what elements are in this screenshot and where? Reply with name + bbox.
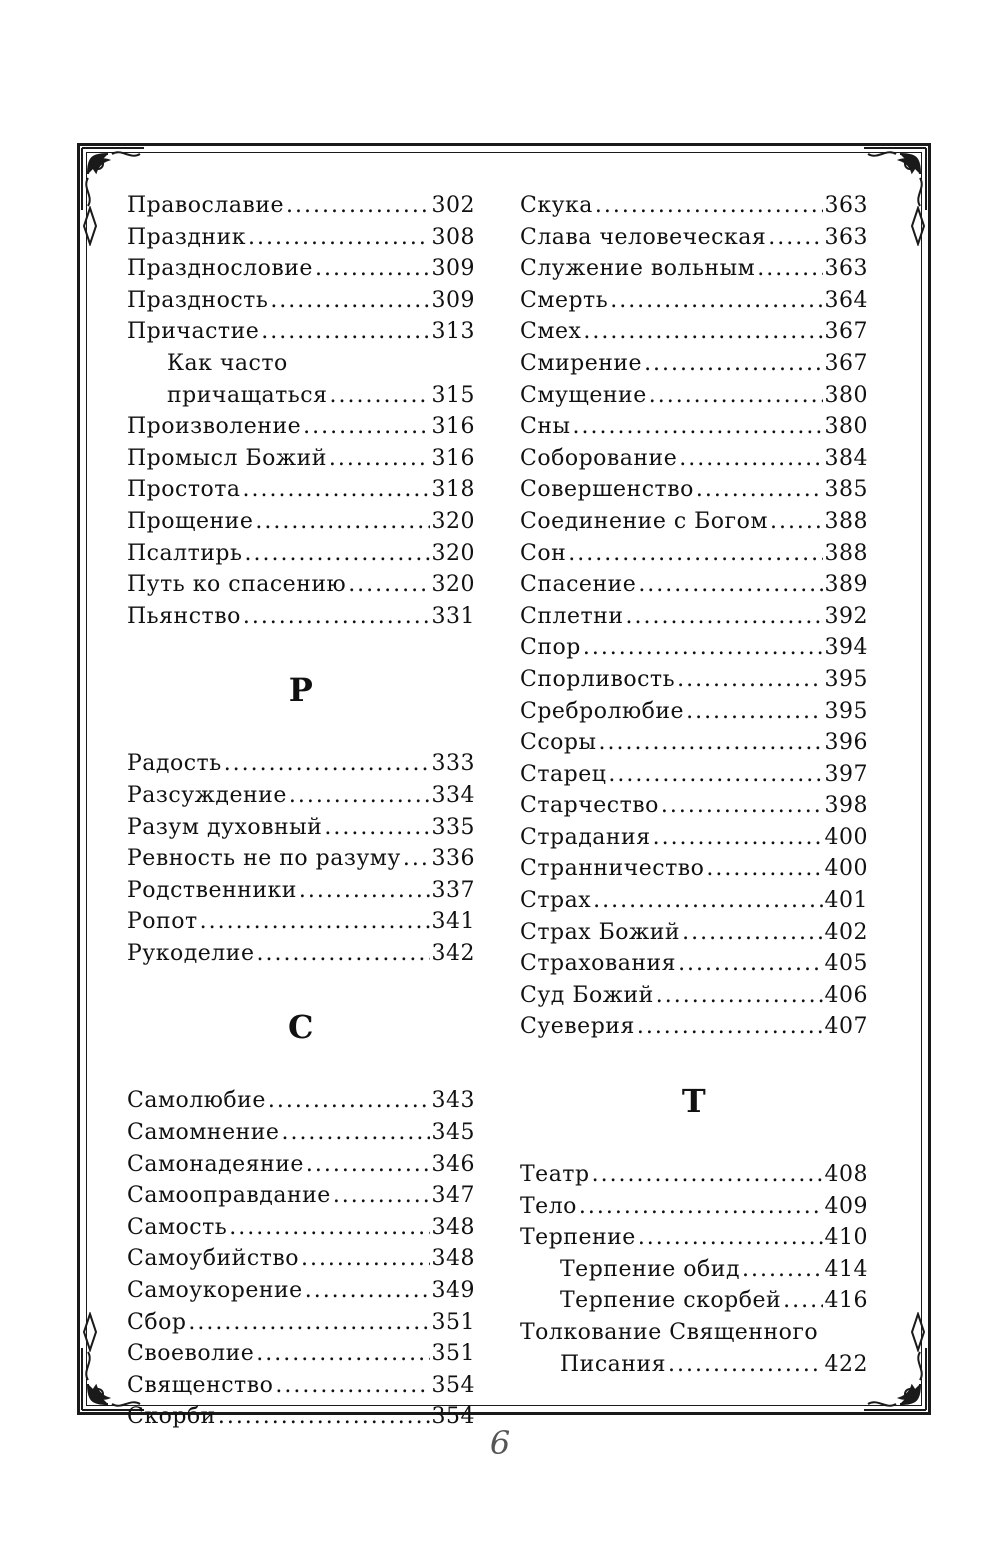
dot-leader [275, 1370, 429, 1402]
entry-page: 407 [824, 1014, 868, 1040]
dot-leader [656, 980, 823, 1012]
section-letter: Т [681, 1082, 707, 1121]
entry-page: 395 [824, 698, 868, 724]
dot-leader [583, 632, 823, 664]
dot-leader [268, 1085, 430, 1117]
entry-title: Самоубийство [127, 1246, 299, 1272]
side-ornament-icon [910, 1312, 926, 1352]
entry-page: 363 [824, 256, 868, 282]
section-letter: С [288, 1008, 314, 1047]
index-entry [127, 1275, 475, 1307]
dot-leader [599, 727, 823, 759]
dot-leader [579, 1191, 823, 1223]
entry-title: Ссоры [520, 730, 597, 756]
dot-leader [706, 853, 822, 885]
index-entry [520, 759, 868, 791]
index-entry [127, 1085, 475, 1117]
section-letter: Р [288, 671, 314, 710]
entry-page: 363 [824, 193, 868, 218]
index-entry [127, 285, 475, 317]
entry-title: Самоукорение [127, 1278, 303, 1304]
entry-page: 348 [431, 1246, 475, 1272]
entry-page: 380 [824, 414, 868, 440]
entry-page: 395 [824, 666, 868, 692]
index-entry [127, 443, 475, 475]
entry-page: 410 [824, 1225, 868, 1251]
index-entry [127, 411, 475, 443]
entry-page: 409 [824, 1193, 868, 1219]
entry-page: 408 [824, 1162, 868, 1188]
index-entry [520, 948, 868, 980]
index-entry [127, 569, 475, 601]
index-entry [520, 1159, 868, 1191]
index-entry [127, 1212, 475, 1244]
index-entry [520, 632, 868, 664]
entry-page: 401 [824, 888, 868, 914]
entry-page: 341 [431, 909, 475, 935]
entry-page: 302 [431, 193, 475, 218]
entry-title: Самомнение [127, 1120, 280, 1146]
entry-title: Суеверия [520, 1014, 635, 1040]
entry-page: 343 [431, 1088, 475, 1114]
index-entry [127, 875, 475, 907]
dot-leader [682, 917, 822, 949]
dot-leader [224, 748, 430, 780]
dot-leader [243, 601, 430, 633]
dot-leader [679, 443, 822, 475]
index-entry [127, 190, 475, 222]
dot-leader [770, 506, 823, 538]
entry-page: 349 [431, 1278, 475, 1304]
entry-page: 384 [824, 445, 868, 471]
entry-page: 364 [824, 287, 868, 313]
index-entry [520, 1011, 868, 1043]
index-entry [127, 601, 475, 633]
entry-page: 320 [431, 540, 475, 566]
index-entry [520, 664, 868, 696]
dot-leader [668, 1349, 823, 1381]
index-entry [127, 538, 475, 570]
entry-title: Причастие [127, 319, 260, 345]
dot-leader [678, 948, 822, 980]
dot-leader [256, 1338, 429, 1370]
index-entry [520, 727, 868, 759]
entry-title: Простота [127, 477, 241, 503]
dot-leader [243, 474, 430, 506]
entry-page: 309 [431, 287, 475, 313]
dot-leader [299, 875, 430, 907]
index-entry [520, 474, 868, 506]
index-entry [520, 917, 868, 949]
entry-title: Разум духовный [127, 814, 323, 840]
dot-leader [270, 285, 429, 317]
dot-leader [301, 1243, 430, 1275]
entry-page: 318 [431, 477, 475, 503]
index-entry [127, 474, 475, 506]
entry-title: Страх Божий [520, 919, 681, 945]
index-entry [520, 790, 868, 822]
dot-leader [583, 316, 822, 348]
entry-title: Спор [520, 635, 581, 661]
index-entry [127, 938, 475, 970]
dot-leader [742, 1254, 823, 1286]
entry-page: 363 [824, 224, 868, 250]
entry-page: 367 [824, 350, 868, 376]
entry-page: 333 [431, 751, 475, 777]
dot-leader [261, 316, 429, 348]
dot-leader [595, 190, 823, 222]
index-entry [520, 569, 868, 601]
entry-title: Смирение [520, 350, 643, 376]
entry-page: 367 [824, 319, 868, 345]
entry-page: 345 [431, 1120, 475, 1146]
dot-leader [248, 222, 429, 254]
entry-title: Ропот [127, 909, 198, 935]
dot-leader [256, 938, 429, 970]
entry-page: 400 [824, 824, 868, 850]
entry-page: 346 [431, 1151, 475, 1177]
entry-title: Пьянство [127, 603, 241, 629]
index-entry [127, 1243, 475, 1275]
entry-title: Старец [520, 761, 607, 787]
entry-page: 320 [431, 572, 475, 598]
dot-leader [768, 222, 822, 254]
dot-leader [305, 1275, 430, 1307]
entry-page: 336 [431, 846, 475, 872]
entry-title: Псалтирь [127, 540, 243, 566]
index-entry [127, 1149, 475, 1181]
index-entry [520, 443, 868, 475]
entry-page: 347 [431, 1183, 475, 1209]
index-entry [127, 506, 475, 538]
entry-title: Промысл Божий [127, 445, 327, 471]
index-entry [127, 780, 475, 812]
dot-leader [637, 1011, 823, 1043]
entry-page: 320 [431, 508, 475, 534]
entry-title: Смерть [520, 287, 609, 313]
entry-page: 354 [431, 1404, 475, 1430]
entry-title: Спорливость [520, 666, 676, 692]
dot-leader [324, 812, 429, 844]
dot-leader [757, 253, 822, 285]
index-entry [127, 906, 475, 938]
dot-leader [303, 411, 429, 443]
index-entry [520, 1349, 868, 1381]
entry-title: Слава человеческая [520, 224, 767, 250]
dot-leader [593, 885, 822, 917]
index-entry [520, 222, 868, 254]
index-entry [520, 601, 868, 633]
index-entry [520, 316, 868, 348]
entry-title: Самость [127, 1214, 228, 1240]
entry-title: Служение вольным [520, 256, 756, 282]
entry-title: Писания [560, 1351, 666, 1377]
dot-leader [315, 253, 430, 285]
index-entry [520, 885, 868, 917]
entry-title: Как часто [167, 350, 288, 376]
side-ornament-icon [82, 206, 98, 246]
page-number: 6 [489, 1424, 511, 1462]
entry-page: 334 [431, 782, 475, 808]
dot-leader [677, 664, 822, 696]
index-entry [127, 1180, 475, 1212]
index-entry [127, 1338, 475, 1370]
entry-page: 380 [824, 382, 868, 408]
entry-title: Старчество [520, 793, 659, 819]
dot-leader [686, 696, 822, 728]
entry-page: 402 [824, 919, 868, 945]
entry-page: 389 [824, 572, 868, 598]
entry-title: Праздник [127, 224, 247, 250]
index-entry [127, 843, 475, 875]
entry-title: Произволение [127, 414, 302, 440]
entry-page: 392 [824, 603, 868, 629]
index-column-left [127, 190, 475, 1433]
index-entry [127, 222, 475, 254]
entry-page: 397 [824, 761, 868, 787]
entry-page: 398 [824, 793, 868, 819]
index-entry [520, 380, 868, 412]
index-entry [127, 1117, 475, 1149]
entry-page: 385 [824, 477, 868, 503]
entry-page: 337 [431, 877, 475, 903]
index-entry [520, 1317, 868, 1349]
index-entry [127, 380, 475, 412]
entry-title: Путь ко спасению [127, 572, 347, 598]
dot-leader [348, 569, 429, 601]
index-entry [520, 411, 868, 443]
dot-leader [626, 601, 823, 633]
dot-leader [200, 906, 430, 938]
entry-page: 309 [431, 256, 475, 282]
index-entry [520, 506, 868, 538]
entry-title: Страхования [520, 951, 677, 977]
entry-title: Разсуждение [127, 782, 287, 808]
index-entry [520, 190, 868, 222]
entry-title: Соединение с Богом [520, 508, 768, 534]
corner-ornament-icon [860, 144, 930, 214]
index-entry [520, 822, 868, 854]
entry-title: Самонадеяние [127, 1151, 304, 1177]
entry-title: Сбор [127, 1309, 187, 1335]
entry-page: 316 [431, 414, 475, 440]
index-entry [127, 1307, 475, 1339]
entry-title: Тело [520, 1193, 577, 1219]
index-entry [127, 748, 475, 780]
index-entry [127, 253, 475, 285]
index-entry [520, 285, 868, 317]
index-entry [520, 1191, 868, 1223]
dot-leader [306, 1149, 430, 1181]
entry-title: Смех [520, 319, 582, 345]
dot-leader [783, 1285, 822, 1317]
entry-title: Суд Божий [520, 982, 654, 1008]
entry-title: Праздность [127, 287, 269, 313]
index-entry [520, 696, 868, 728]
entry-page: 405 [824, 951, 868, 977]
entry-title: Ревность не по разуму [127, 846, 401, 872]
dot-leader [696, 474, 823, 506]
entry-page: 348 [431, 1214, 475, 1240]
entry-title: Терпение [520, 1225, 636, 1251]
entry-page: 414 [824, 1256, 868, 1282]
index-entry [520, 980, 868, 1012]
entry-title: Скорби [127, 1404, 216, 1430]
entry-title: Самооправдание [127, 1183, 331, 1209]
index-entry [127, 812, 475, 844]
entry-title: Терпение скорбей [560, 1288, 782, 1314]
dot-leader [608, 759, 822, 791]
entry-page: 354 [431, 1372, 475, 1398]
side-ornament-icon [910, 206, 926, 246]
entry-page: 335 [431, 814, 475, 840]
dot-leader [638, 569, 822, 601]
dot-leader [329, 443, 430, 475]
entry-title: причащаться [167, 382, 328, 408]
entry-page: 394 [824, 635, 868, 661]
entry-title: Страдания [520, 824, 651, 850]
dot-leader [644, 348, 822, 380]
entry-title: Смущение [520, 382, 647, 408]
index-entry [520, 538, 868, 570]
entry-title: Скука [520, 193, 593, 218]
entry-title: Сны [520, 414, 571, 440]
entry-title: Странничество [520, 856, 705, 882]
entry-title: Родственники [127, 877, 297, 903]
dot-leader [568, 538, 822, 570]
entry-title: Самолюбие [127, 1088, 266, 1114]
entry-title: Театр [520, 1162, 590, 1188]
dot-leader [403, 843, 430, 875]
entry-title: Терпение обид [560, 1256, 740, 1282]
entry-title: Сон [520, 540, 567, 566]
entry-title: Сплетни [520, 603, 624, 629]
index-entry [520, 1254, 868, 1286]
dot-leader [330, 380, 430, 412]
index-entry [520, 1285, 868, 1317]
entry-page: 313 [431, 319, 475, 345]
entry-page: 422 [824, 1351, 868, 1377]
index-entry [520, 853, 868, 885]
dot-leader [333, 1180, 430, 1212]
dot-leader [229, 1212, 429, 1244]
entry-title: Священство [127, 1372, 274, 1398]
dot-leader [573, 411, 823, 443]
entry-title: Спасение [520, 572, 637, 598]
entry-title: Совершенство [520, 477, 694, 503]
entry-page: 400 [824, 856, 868, 882]
entry-title: Празднословие [127, 256, 313, 282]
entry-title: Православие [127, 193, 284, 218]
dot-leader [661, 790, 823, 822]
entry-page: 416 [824, 1288, 868, 1314]
index-entry [520, 253, 868, 285]
entry-title: Сребролюбие [520, 698, 685, 724]
entry-page: 396 [824, 730, 868, 756]
dot-leader [281, 1117, 429, 1149]
entry-page: 315 [431, 382, 475, 408]
side-ornament-icon [82, 1312, 98, 1352]
entry-page: 342 [431, 940, 475, 966]
entry-page: 351 [431, 1341, 475, 1367]
dot-leader [245, 538, 430, 570]
dot-leader [610, 285, 822, 317]
dot-leader [289, 780, 430, 812]
index-entry [127, 348, 475, 380]
dot-leader [592, 1159, 823, 1191]
index-column-right [520, 190, 868, 1380]
entry-page: 406 [824, 982, 868, 1008]
entry-page: 308 [431, 224, 475, 250]
dot-leader [188, 1307, 429, 1339]
entry-page: 351 [431, 1309, 475, 1335]
entry-page: 316 [431, 445, 475, 471]
entry-page: 388 [824, 540, 868, 566]
index-entry [127, 1370, 475, 1402]
index-entry [520, 1222, 868, 1254]
entry-title: Прощение [127, 508, 254, 534]
dot-leader [649, 380, 823, 412]
entry-page: 331 [431, 603, 475, 629]
entry-title: Страх [520, 888, 592, 914]
entry-title: Радость [127, 751, 222, 777]
entry-title: Своеволие [127, 1341, 255, 1367]
dot-leader [255, 506, 429, 538]
dot-leader [638, 1222, 823, 1254]
dot-leader [653, 822, 823, 854]
dot-leader [286, 190, 430, 222]
index-entry [127, 316, 475, 348]
entry-title: Рукоделие [127, 940, 255, 966]
entry-title: Соборование [520, 445, 678, 471]
entry-title: Толкование Священного [520, 1320, 819, 1345]
corner-ornament-icon [860, 1344, 930, 1414]
entry-page: 388 [824, 508, 868, 534]
index-entry [520, 348, 868, 380]
